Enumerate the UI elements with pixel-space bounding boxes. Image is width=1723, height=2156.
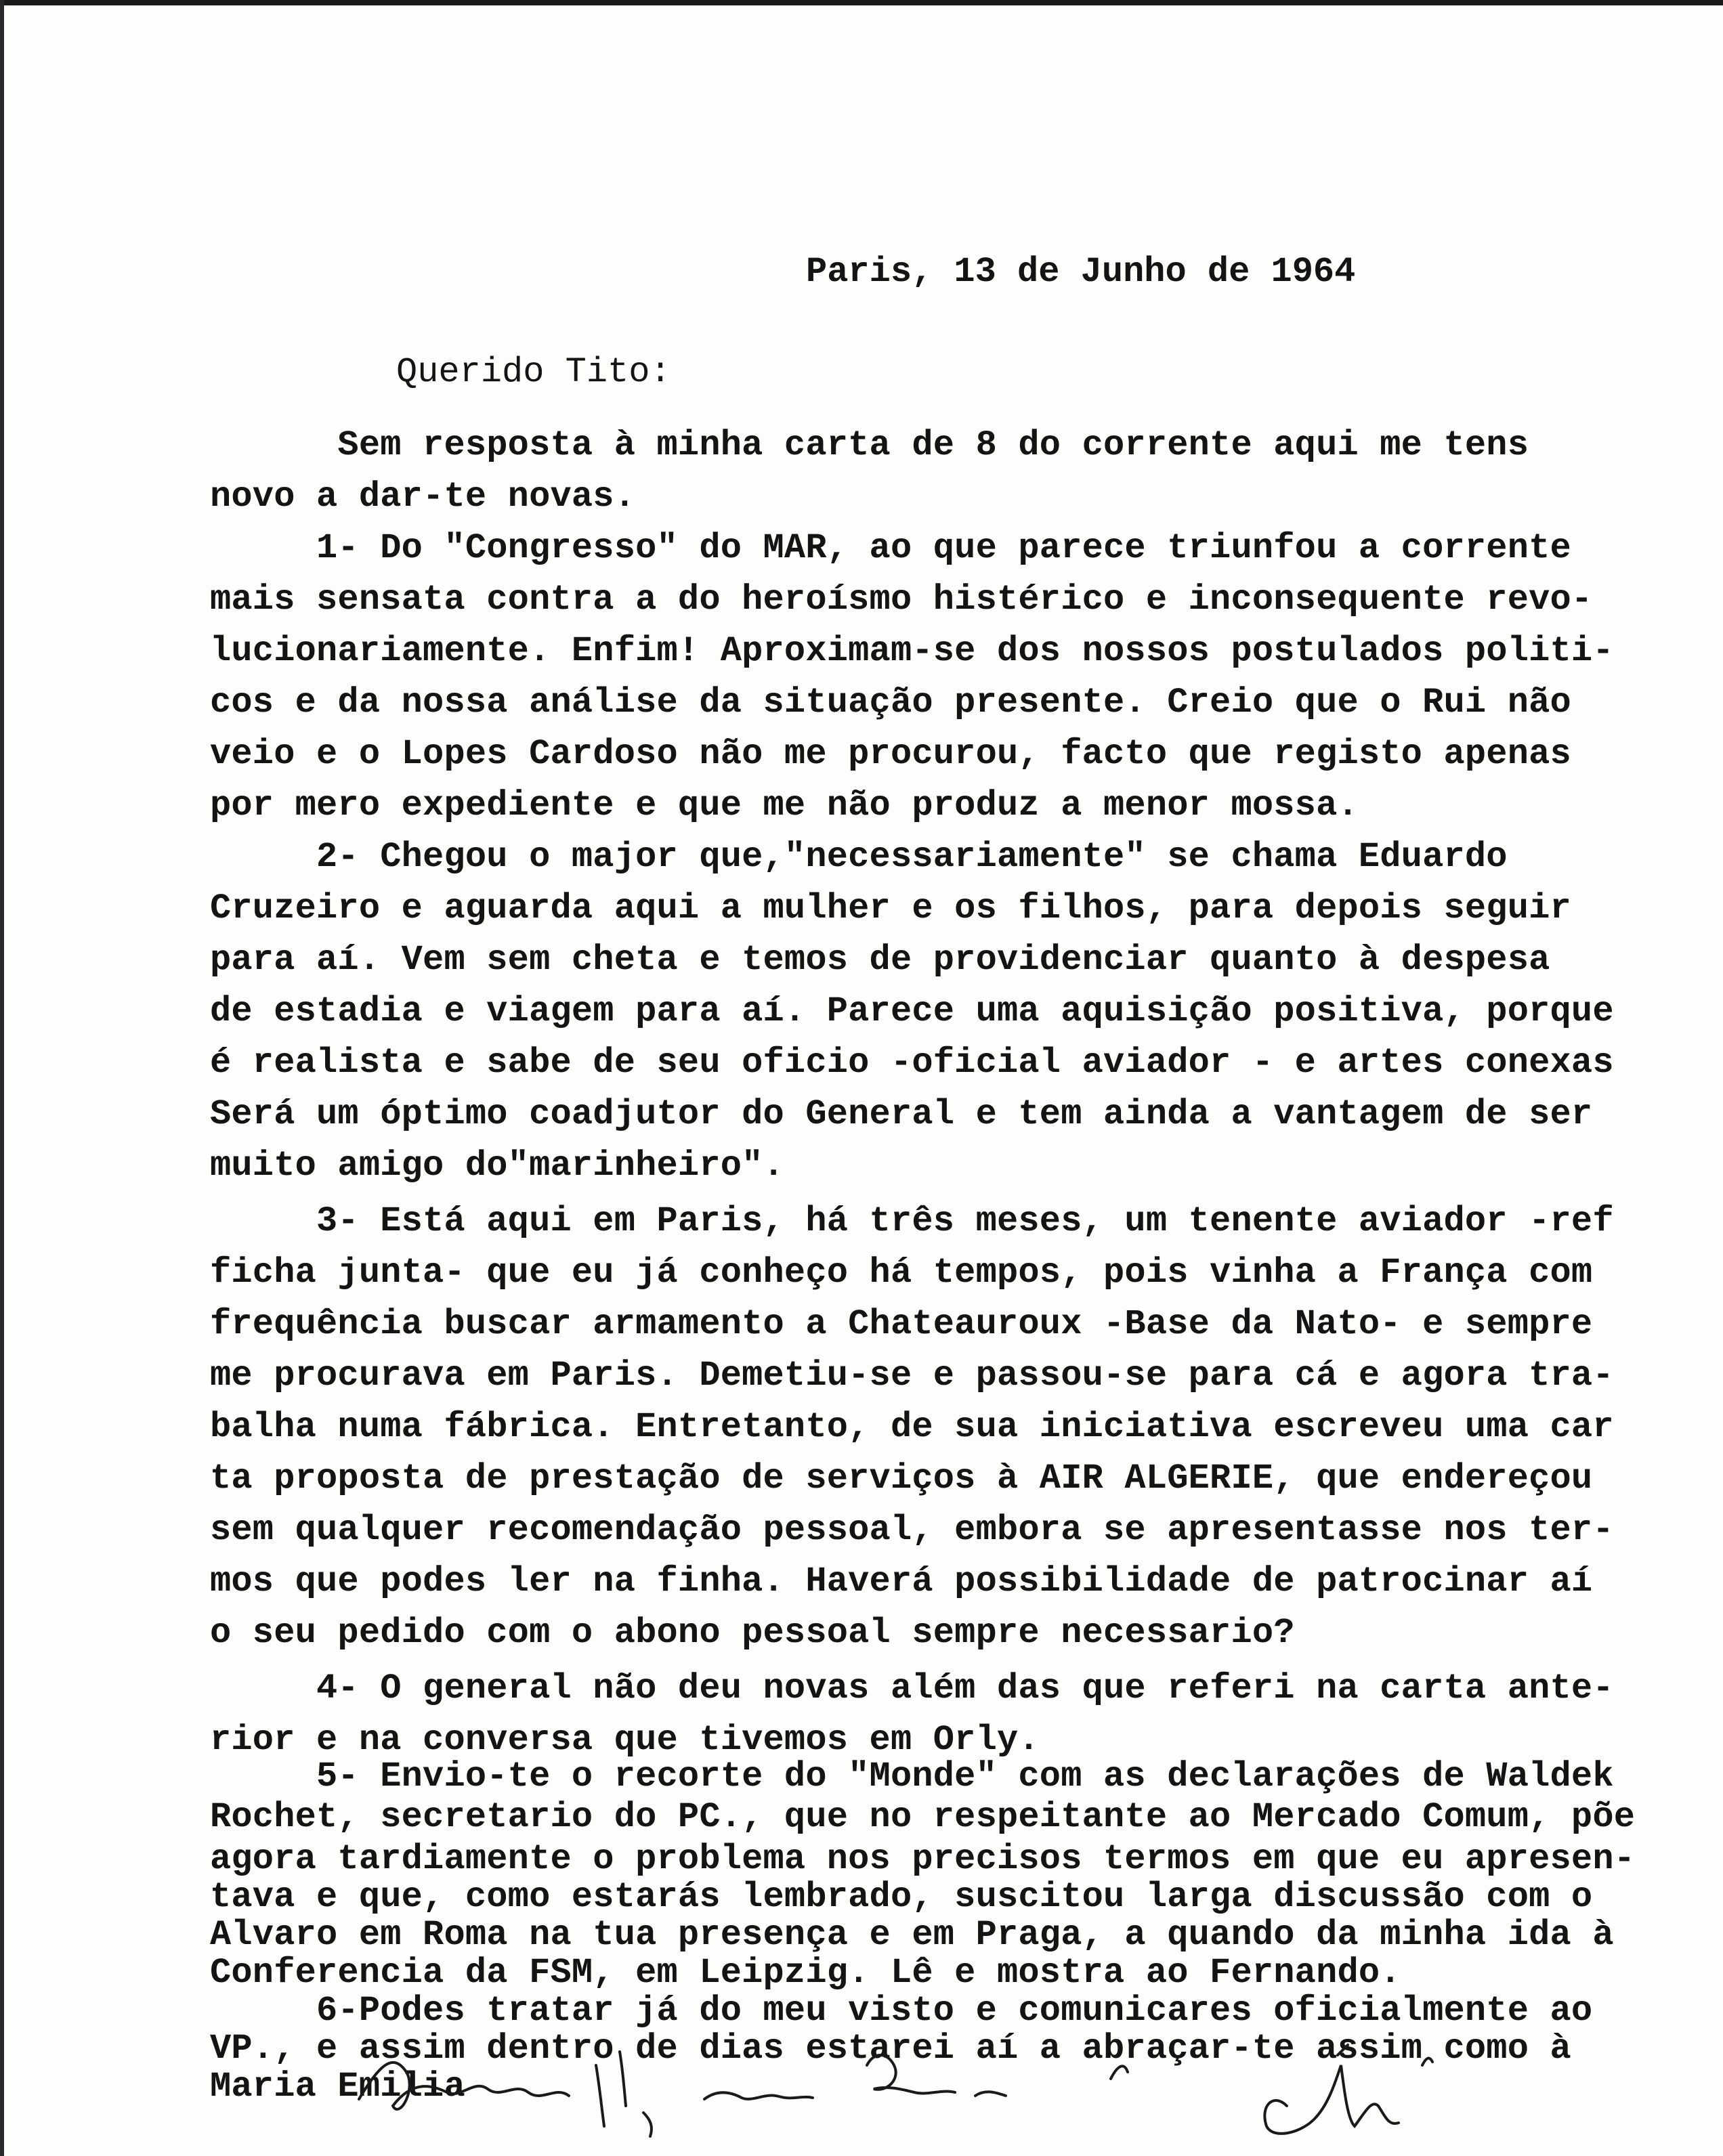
body-line: Será um óptimo coadjutor do General e tem ainda a vantagem de ser <box>210 1094 1593 1134</box>
body-line: me procurava em Paris. Demetiu-se e passou-se para cá e agora tra- <box>210 1356 1614 1396</box>
body-line: 6-Podes tratar já do meu visto e comunicares oficialmente ao <box>210 1991 1593 2031</box>
body-line: mos que podes ler na finha. Haverá possibilidade de patrocinar aí <box>210 1561 1593 1601</box>
body-line: frequência buscar armamento a Chateauroux -Base da Nato- e sempre <box>210 1304 1593 1344</box>
body-line: Maria Emilia <box>210 2067 465 2107</box>
body-line: 4- O general não deu novas além das que referi na carta ante- <box>210 1668 1614 1708</box>
body-line: agora tardiamente o problema nos precisos termos em que eu apresen- <box>210 1839 1636 1879</box>
letter-body <box>210 244 1636 2148</box>
letter-salutation: Querido Tito: <box>396 352 671 392</box>
body-line: 5- Envio-te o recorte do "Monde" com as declarações de Waldek <box>210 1756 1614 1796</box>
body-line: de estadia e viagem para aí. Parece uma aquisição positiva, porque <box>210 991 1614 1031</box>
body-line: balha numa fábrica. Entretanto, de sua iniciativa escreveu uma car <box>210 1407 1614 1447</box>
body-line: é realista e sabe de seu oficio -oficial aviador - e artes conexas <box>210 1043 1614 1083</box>
body-line: 1- Do "Congresso" do MAR, ao que parece triunfou a corrente <box>210 528 1571 568</box>
letter-date: Paris, 13 de Junho de 1964 <box>806 252 1356 292</box>
body-line: por mero expediente e que me não produz a menor mossa. <box>210 785 1359 825</box>
body-line: Sem resposta à minha carta de 8 do corrente aqui me tens <box>210 425 1529 465</box>
body-line: ta proposta de prestação de serviços à AIR ALGERIE, que endereçou <box>210 1459 1593 1499</box>
body-line: 3- Está aqui em Paris, há três meses, um tenente aviador -ref <box>210 1201 1614 1241</box>
body-line: muito amigo do"marinheiro". <box>210 1146 784 1186</box>
body-line: tava e que, como estarás lembrado, suscitou larga discussão com o <box>210 1877 1593 1917</box>
body-line: rior e na conversa que tivemos em Orly. <box>210 1720 1040 1760</box>
body-line: para aí. Vem sem cheta e temos de providenciar quanto à despesa <box>210 940 1550 980</box>
body-line: lucionariamente. Enfim! Aproximam-se dos nossos postulados politi- <box>210 631 1614 671</box>
body-line: ficha junta- que eu já conheço há tempos, pois vinha a França com <box>210 1253 1593 1293</box>
body-line: veio e o Lopes Cardoso não me procurou, facto que registo apenas <box>210 734 1571 774</box>
handwritten-signature <box>352 2025 1571 2147</box>
body-line: mais sensata contra a do heroísmo histérico e inconsequente revo- <box>210 580 1593 620</box>
body-line: Cruzeiro e aguarda aqui a mulher e os filhos, para depois seguir <box>210 888 1571 928</box>
body-line: cos e da nossa análise da situação presente. Creio que o Rui não <box>210 683 1571 723</box>
body-line: Rochet, secretario do PC., que no respeitante ao Mercado Comum, põe <box>210 1797 1636 1837</box>
body-line: Conferencia da FSM, em Leipzig. Lê e mostra ao Fernando. <box>210 1953 1401 1993</box>
body-line: novo a dar-te novas. <box>210 477 636 517</box>
body-line: o seu pedido com o abono pessoal sempre necessario? <box>210 1613 1295 1653</box>
body-line: 2- Chegou o major que,"necessariamente" se chama Eduardo <box>210 837 1508 877</box>
body-line: Alvaro em Roma na tua presença e em Praga, a quando da minha ida à <box>210 1915 1614 1955</box>
body-line: VP., e assim dentro de dias estarei aí a abraçar-te assim como à <box>210 2029 1571 2069</box>
body-line: sem qualquer recomendação pessoal, embora se apresentasse nos ter- <box>210 1510 1614 1550</box>
scan-left-edge <box>0 0 4 2156</box>
scan-top-edge <box>0 0 1723 5</box>
